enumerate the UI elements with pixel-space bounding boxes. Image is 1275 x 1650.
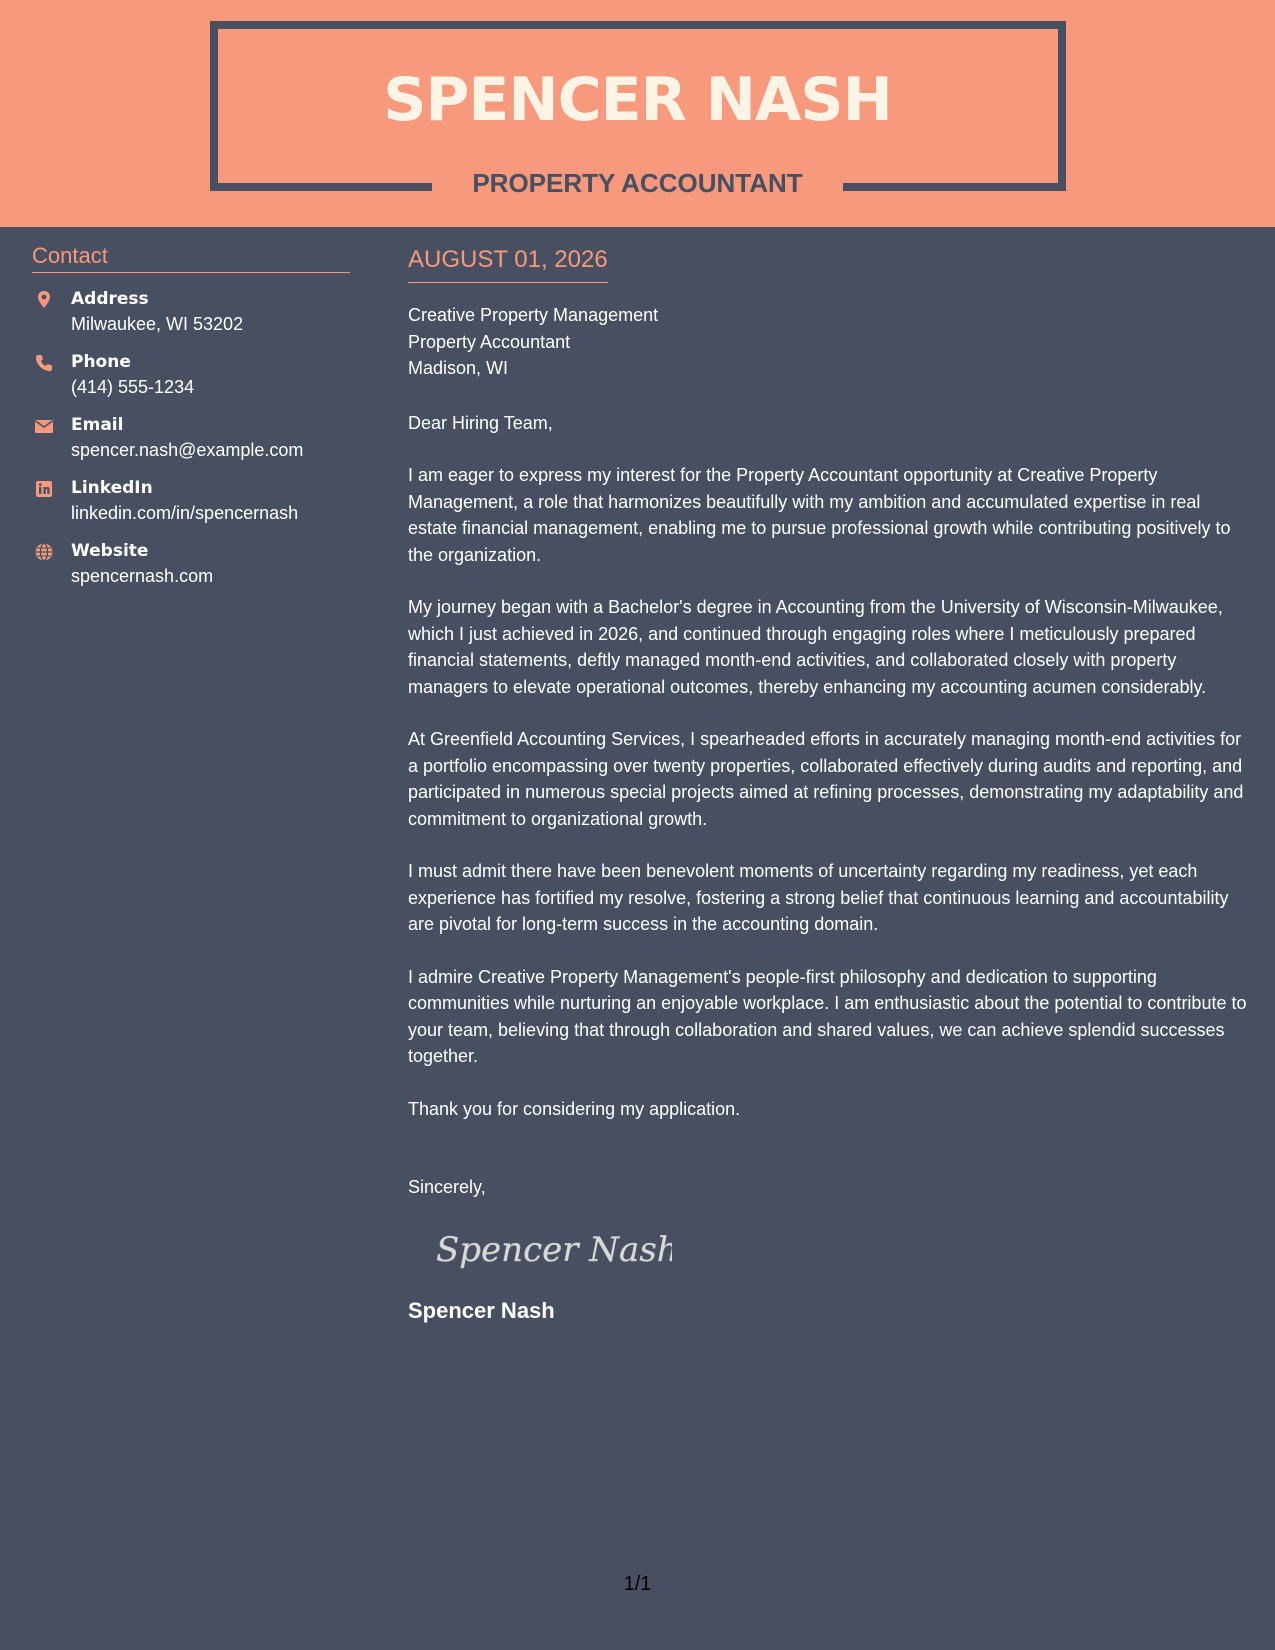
signer-name: Spencer Nash bbox=[408, 1297, 555, 1323]
contact-value: Milwaukee, WI 53202 bbox=[71, 314, 244, 334]
contact-heading: Contact bbox=[32, 241, 350, 273]
header-banner bbox=[0, 0, 1275, 227]
contact-label: LinkedIn bbox=[71, 478, 153, 498]
contact-value: spencer.nash@example.com bbox=[71, 440, 304, 460]
recipient-position: Property Accountant bbox=[408, 331, 571, 352]
letter-body bbox=[408, 245, 1253, 1325]
job-title: PROPERTY ACCOUNTANT bbox=[472, 168, 803, 198]
contact-label: Address bbox=[71, 289, 149, 309]
page-number: 1/1 bbox=[623, 1573, 652, 1595]
map-pin-icon bbox=[34, 290, 54, 310]
svg-text:Spencer Nash: Spencer Nash bbox=[436, 1229, 672, 1270]
contact-linkedin bbox=[32, 476, 362, 532]
contact-address bbox=[32, 287, 362, 343]
recipient-company: Creative Property Management bbox=[408, 305, 659, 325]
recipient-location: Madison, WI bbox=[408, 358, 509, 378]
contact-website bbox=[32, 539, 362, 595]
letter-paragraph: I am eager to express my interest for the Property Accountant opportunity at Creative Property Management, a role that harmonizes beautifully with my ambition and accumulated expertise in real estate financial management, enabling me to pursue professional growth while contributing positively to the organization. bbox=[408, 465, 1231, 565]
contact-phone bbox=[32, 350, 362, 406]
contact-value: spencernash.com bbox=[71, 566, 214, 586]
letter-paragraph: I must admit there have been benevolent moments of uncertainty regarding my readiness, yet each experience has fortified my resolve, fostering a strong belief that continuous learning and accountability are pivotal for long-term success in the accounting domain. bbox=[408, 861, 1229, 934]
contact-label: Email bbox=[71, 415, 124, 435]
linkedin-icon bbox=[34, 479, 54, 499]
letter-paragraph: I admire Creative Property Management's people-first philosophy and dedication to supporting communities while nurturing an enjoyable workplace. I am enthusiastic about the potential to contribute to your team, believing that through collaboration and shared values, we can achieve splendid successes together. bbox=[408, 966, 1247, 1066]
candidate-name: SPENCER NASH bbox=[383, 65, 892, 135]
letter-paragraph: Thank you for considering my application. bbox=[408, 1098, 741, 1119]
phone-icon bbox=[34, 353, 54, 373]
envelope-icon bbox=[34, 416, 54, 436]
greeting: Dear Hiring Team, bbox=[408, 412, 553, 433]
contact-label: Phone bbox=[71, 352, 131, 372]
letter-paragraph: My journey began with a Bachelor's degree in Accounting from the University of Wisconsin-Milwaukee, which I just achieved in 2026, and continued through engaging roles where I meticulously prepared financial statements, deftly managed month-end activities, and collaborated closely with property managers to elevate operational outcomes, thereby enhancing my accounting acumen considerably. bbox=[408, 597, 1223, 697]
signature-image bbox=[432, 1221, 1253, 1273]
closing: Sincerely, bbox=[408, 1177, 486, 1197]
contact-email bbox=[32, 413, 362, 469]
contact-value: linkedin.com/in/spencernash bbox=[71, 503, 299, 523]
contact-value: (414) 555-1234 bbox=[71, 377, 195, 397]
letter-paragraph: At Greenfield Accounting Services, I spearheaded efforts in accurately managing month-end activities for a portfolio encompassing over twenty properties, collaborated effectively during audits and reporting, and participated in numerous special projects aimed at refining processes, demonstrating my adaptability and commitment to organizational growth. bbox=[408, 729, 1244, 829]
contact-label: Website bbox=[71, 541, 149, 561]
recipient-block bbox=[408, 302, 1253, 382]
letter-date: AUGUST 01, 2026 bbox=[408, 245, 608, 283]
globe-icon bbox=[34, 542, 54, 562]
